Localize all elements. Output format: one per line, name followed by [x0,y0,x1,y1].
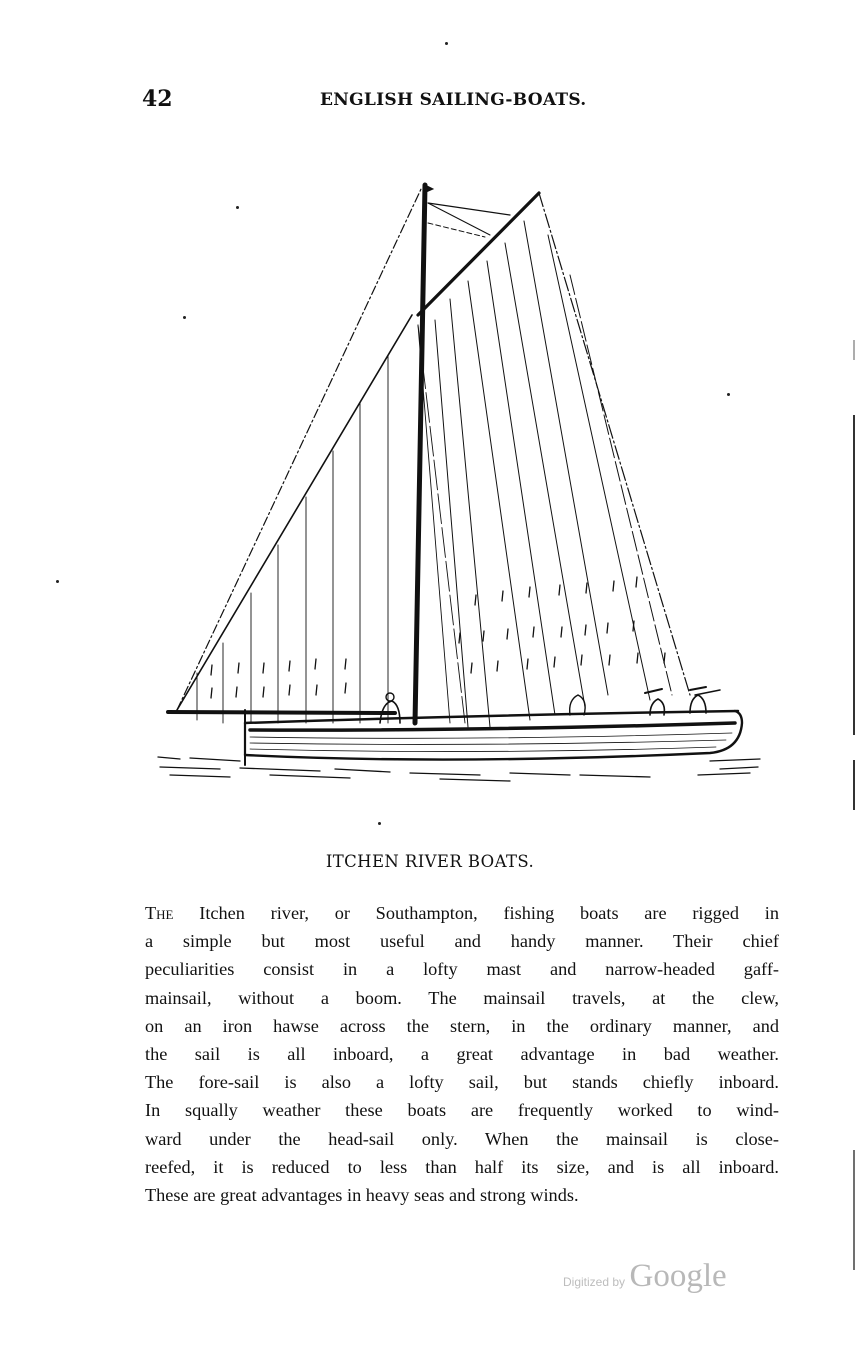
sailboat-illustration [150,175,770,795]
text-line: In squally weather these boats are frequently worked to wind- [145,1100,779,1121]
lead-smallcaps: The [145,903,174,923]
text-line: ward under the head-sail only. When the mainsail is close- [145,1128,779,1149]
figure-caption: ITCHEN RIVER BOATS. [325,852,535,871]
body-paragraph [145,899,779,1209]
digitized-by-watermark [563,1258,727,1295]
page-number: 42 [142,86,173,112]
print-speck [445,42,448,45]
text-line: These are great advantages in heavy seas and strong winds. [145,1185,579,1206]
text-line: peculiarities consist in a lofty mast and narrow-headed gaff- [145,959,779,980]
scan-edge-line [853,1150,855,1270]
watermark-prefix: Digitized by [563,1275,626,1289]
print-speck [56,580,59,583]
running-head: ENGLISH SAILING-BOATS. [320,90,587,110]
scan-edge-line [853,340,855,360]
text-line: reefed, it is reduced to less than half its size, and is all inboard. [145,1156,779,1177]
text-line: the sail is all inboard, a great advantage in bad weather. [145,1044,779,1065]
text-line: The Itchen river, or Southampton, fishing boats are rigged in [145,903,779,923]
scan-edge-line [853,415,855,735]
sailboat-drawing [150,175,770,795]
text-line: on an iron hawse across the stern, in the ordinary manner, and [145,1015,779,1036]
text-line: a simple but most useful and handy manner. Their chief [145,931,779,952]
google-logo: Google [629,1258,727,1294]
scan-edge-line [853,760,855,810]
text-line: mainsail, without a boom. The mainsail travels, at the clew, [145,987,779,1008]
text-line: The fore-sail is also a lofty sail, but stands chiefly inboard. [145,1072,779,1093]
print-speck [378,822,381,825]
